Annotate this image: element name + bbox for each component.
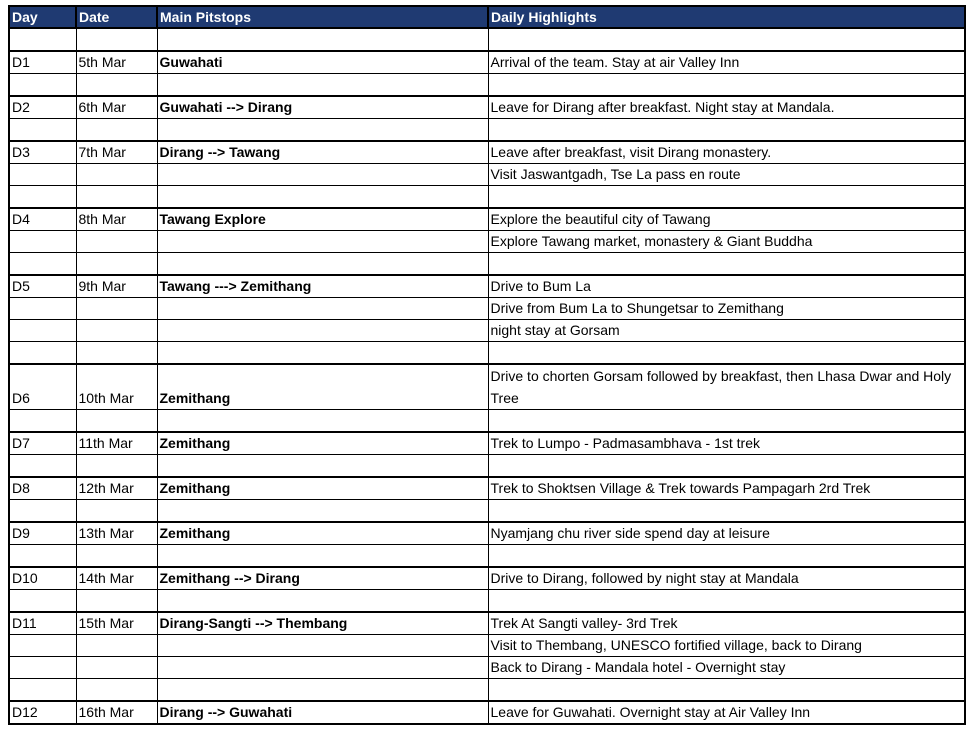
- table-row: [9, 657, 965, 679]
- cell-main-pitstop[interactable]: Tawang Explore: [157, 208, 488, 231]
- cell-day[interactable]: [9, 74, 76, 97]
- cell-daily-highlight[interactable]: Trek At Sangti valley- 3rd Trek: [488, 612, 965, 635]
- cell-daily-highlight[interactable]: Nyamjang chu river side spend day at leisure: [488, 522, 965, 545]
- cell-date[interactable]: [76, 455, 157, 478]
- cell-main-pitstop[interactable]: [157, 119, 488, 142]
- cell-date[interactable]: [76, 590, 157, 613]
- cell-date[interactable]: [76, 186, 157, 209]
- cell-day[interactable]: D5: [9, 275, 76, 298]
- cell-date[interactable]: [76, 410, 157, 433]
- cell-main-pitstop[interactable]: [157, 590, 488, 613]
- cell-day[interactable]: [9, 545, 76, 568]
- cell-day[interactable]: [9, 298, 76, 320]
- table-row: [9, 253, 965, 276]
- cell-main-pitstop[interactable]: Guwahati: [157, 51, 488, 74]
- cell-daily-highlight[interactable]: Explore the beautiful city of Tawang: [488, 208, 965, 231]
- cell-day[interactable]: D10: [9, 567, 76, 590]
- cell-date[interactable]: 12th Mar: [76, 477, 157, 500]
- table-row: [9, 28, 965, 51]
- cell-daily-highlight[interactable]: Arrival of the team. Stay at air Valley Inn: [488, 51, 965, 74]
- cell-daily-highlight[interactable]: [488, 186, 965, 209]
- cell-daily-highlight[interactable]: [488, 253, 965, 276]
- cell-main-pitstop[interactable]: Guwahati --> Dirang: [157, 96, 488, 119]
- table-row: [9, 635, 965, 657]
- cell-day[interactable]: [9, 455, 76, 478]
- cell-daily-highlight[interactable]: Drive to Dirang, followed by night stay at Mandala: [488, 567, 965, 590]
- cell-day[interactable]: D7: [9, 432, 76, 455]
- cell-day[interactable]: [9, 320, 76, 342]
- cell-main-pitstop[interactable]: Zemithang: [157, 477, 488, 500]
- cell-date[interactable]: 9th Mar: [76, 275, 157, 298]
- cell-daily-highlight[interactable]: [488, 342, 965, 365]
- cell-day[interactable]: [9, 410, 76, 433]
- table-row: [9, 51, 965, 74]
- cell-day[interactable]: D12: [9, 701, 76, 724]
- cell-date[interactable]: 11th Mar: [76, 432, 157, 455]
- cell-day[interactable]: D4: [9, 208, 76, 231]
- cell-day[interactable]: [9, 342, 76, 365]
- cell-day[interactable]: [9, 500, 76, 523]
- table-row: [9, 186, 965, 209]
- cell-date[interactable]: [76, 164, 157, 186]
- cell-day[interactable]: D8: [9, 477, 76, 500]
- cell-day[interactable]: [9, 590, 76, 613]
- table-row: [9, 364, 965, 410]
- cell-main-pitstop[interactable]: [157, 253, 488, 276]
- cell-main-pitstop[interactable]: [157, 410, 488, 433]
- table-row: [9, 432, 965, 455]
- cell-main-pitstop[interactable]: Dirang --> Tawang: [157, 141, 488, 164]
- table-row: [9, 545, 965, 568]
- cell-daily-highlight[interactable]: Drive to Bum La: [488, 275, 965, 298]
- cell-daily-highlight[interactable]: Leave for Dirang after breakfast. Night stay at Mandala.: [488, 96, 965, 119]
- cell-main-pitstop[interactable]: Zemithang --> Dirang: [157, 567, 488, 590]
- cell-daily-highlight[interactable]: [488, 28, 965, 51]
- cell-daily-highlight[interactable]: [488, 74, 965, 97]
- cell-date[interactable]: [76, 657, 157, 679]
- cell-daily-highlight[interactable]: [488, 410, 965, 433]
- cell-daily-highlight[interactable]: [488, 500, 965, 523]
- cell-main-pitstop[interactable]: Dirang --> Guwahati: [157, 701, 488, 724]
- table-row: [9, 208, 965, 231]
- cell-date[interactable]: [76, 298, 157, 320]
- cell-date[interactable]: [76, 74, 157, 97]
- cell-day[interactable]: [9, 231, 76, 253]
- table-row: [9, 455, 965, 478]
- cell-daily-highlight[interactable]: [488, 679, 965, 702]
- cell-date[interactable]: [76, 28, 157, 51]
- cell-date[interactable]: 16th Mar: [76, 701, 157, 724]
- cell-day[interactable]: D6: [9, 364, 76, 410]
- cell-main-pitstop[interactable]: [157, 186, 488, 209]
- cell-main-pitstop[interactable]: [157, 298, 488, 320]
- table-row: [9, 410, 965, 433]
- header-main-pitstops[interactable]: Main Pitstops: [157, 6, 488, 28]
- cell-day[interactable]: D1: [9, 51, 76, 74]
- header-daily-highlights[interactable]: Daily Highlights: [488, 6, 965, 28]
- table-row: [9, 141, 965, 164]
- cell-main-pitstop[interactable]: [157, 679, 488, 702]
- cell-main-pitstop[interactable]: [157, 164, 488, 186]
- cell-daily-highlight[interactable]: [488, 545, 965, 568]
- cell-main-pitstop[interactable]: Zemithang: [157, 364, 488, 410]
- table-row: [9, 612, 965, 635]
- cell-main-pitstop[interactable]: Zemithang: [157, 432, 488, 455]
- cell-main-pitstop[interactable]: [157, 500, 488, 523]
- cell-main-pitstop[interactable]: Tawang ---> Zemithang: [157, 275, 488, 298]
- cell-main-pitstop[interactable]: [157, 231, 488, 253]
- table-row: [9, 701, 965, 724]
- header-date[interactable]: Date: [76, 6, 157, 28]
- table-row: [9, 74, 965, 97]
- cell-date[interactable]: 13th Mar: [76, 522, 157, 545]
- cell-day[interactable]: [9, 28, 76, 51]
- table-row: [9, 477, 965, 500]
- cell-daily-highlight[interactable]: Visit Jaswantgadh, Tse La pass en route: [488, 164, 965, 186]
- table-row: [9, 590, 965, 613]
- cell-daily-highlight[interactable]: Trek to Shoktsen Village & Trek towards Pampagarh 2rd Trek: [488, 477, 965, 500]
- cell-day[interactable]: D11: [9, 612, 76, 635]
- itinerary-table: [8, 5, 966, 725]
- table-row: [9, 320, 965, 342]
- table-row: [9, 567, 965, 590]
- cell-daily-highlight[interactable]: Trek to Lumpo - Padmasambhava - 1st trek: [488, 432, 965, 455]
- cell-date[interactable]: [76, 253, 157, 276]
- cell-date[interactable]: 7th Mar: [76, 141, 157, 164]
- cell-day[interactable]: [9, 164, 76, 186]
- cell-daily-highlight[interactable]: Leave for Guwahati. Overnight stay at Air Valley Inn: [488, 701, 965, 724]
- itinerary-body: [9, 28, 965, 724]
- cell-daily-highlight[interactable]: [488, 455, 965, 478]
- table-row: [9, 119, 965, 142]
- cell-daily-highlight[interactable]: Explore Tawang market, monastery & Giant Buddha: [488, 231, 965, 253]
- cell-date[interactable]: 8th Mar: [76, 208, 157, 231]
- cell-day[interactable]: [9, 657, 76, 679]
- cell-date[interactable]: [76, 231, 157, 253]
- cell-main-pitstop[interactable]: Zemithang: [157, 522, 488, 545]
- cell-date[interactable]: [76, 342, 157, 365]
- table-row: [9, 164, 965, 186]
- cell-day[interactable]: D9: [9, 522, 76, 545]
- cell-day[interactable]: [9, 679, 76, 702]
- cell-day[interactable]: [9, 119, 76, 142]
- cell-date[interactable]: [76, 320, 157, 342]
- table-row: [9, 679, 965, 702]
- cell-daily-highlight[interactable]: [488, 590, 965, 613]
- cell-main-pitstop[interactable]: [157, 545, 488, 568]
- cell-daily-highlight[interactable]: Back to Dirang - Mandala hotel - Overnight stay: [488, 657, 965, 679]
- cell-daily-highlight[interactable]: Drive from Bum La to Shungetsar to Zemithang: [488, 298, 965, 320]
- cell-main-pitstop[interactable]: [157, 28, 488, 51]
- header-row: [9, 6, 965, 28]
- table-row: [9, 342, 965, 365]
- cell-date[interactable]: 14th Mar: [76, 567, 157, 590]
- cell-date[interactable]: 6th Mar: [76, 96, 157, 119]
- cell-main-pitstop[interactable]: [157, 635, 488, 657]
- cell-main-pitstop[interactable]: [157, 657, 488, 679]
- table-row: [9, 275, 965, 298]
- cell-main-pitstop[interactable]: [157, 320, 488, 342]
- cell-date[interactable]: 5th Mar: [76, 51, 157, 74]
- cell-daily-highlight[interactable]: Leave after breakfast, visit Dirang monastery.: [488, 141, 965, 164]
- cell-main-pitstop[interactable]: Dirang-Sangti --> Thembang: [157, 612, 488, 635]
- cell-main-pitstop[interactable]: [157, 74, 488, 97]
- cell-date[interactable]: 10th Mar: [76, 364, 157, 410]
- cell-date[interactable]: [76, 679, 157, 702]
- table-row: [9, 96, 965, 119]
- cell-date[interactable]: [76, 635, 157, 657]
- cell-date[interactable]: 15th Mar: [76, 612, 157, 635]
- table-row: [9, 298, 965, 320]
- cell-date[interactable]: [76, 500, 157, 523]
- cell-main-pitstop[interactable]: [157, 455, 488, 478]
- cell-daily-highlight[interactable]: night stay at Gorsam: [488, 320, 965, 342]
- table-row: [9, 522, 965, 545]
- cell-day[interactable]: [9, 635, 76, 657]
- cell-day[interactable]: D2: [9, 96, 76, 119]
- table-row: [9, 231, 965, 253]
- cell-daily-highlight[interactable]: Visit to Thembang, UNESCO fortified village, back to Dirang: [488, 635, 965, 657]
- cell-daily-highlight[interactable]: [488, 119, 965, 142]
- cell-day[interactable]: D3: [9, 141, 76, 164]
- cell-daily-highlight[interactable]: Drive to chorten Gorsam followed by breakfast, then Lhasa Dwar and Holy Tree: [488, 364, 965, 410]
- table-row: [9, 500, 965, 523]
- header-day[interactable]: Day: [9, 6, 76, 28]
- cell-main-pitstop[interactable]: [157, 342, 488, 365]
- cell-date[interactable]: [76, 545, 157, 568]
- cell-date[interactable]: [76, 119, 157, 142]
- cell-day[interactable]: [9, 253, 76, 276]
- cell-day[interactable]: [9, 186, 76, 209]
